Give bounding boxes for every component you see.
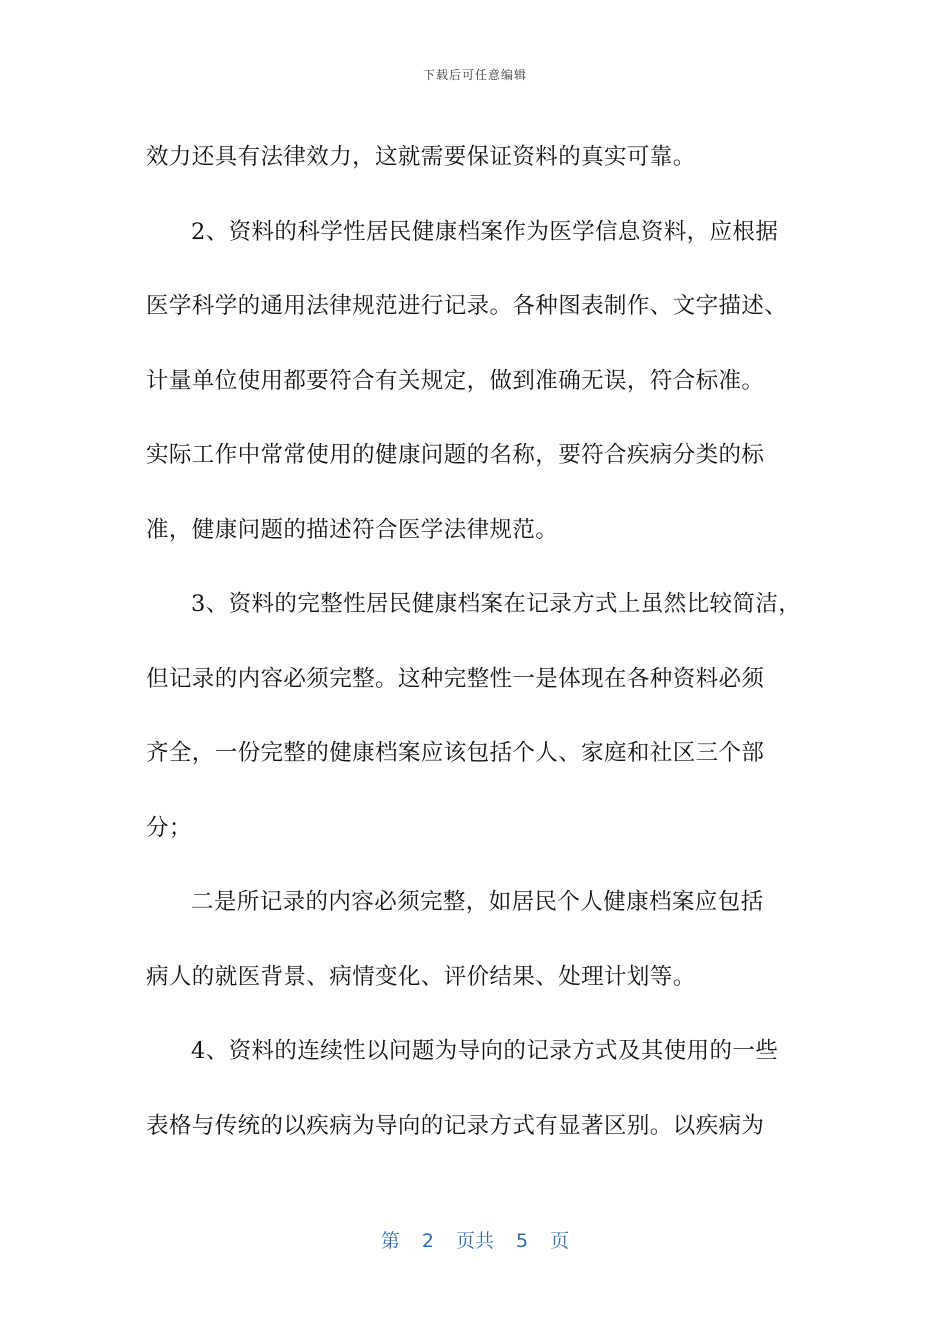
page-header: 下载后可任意编辑 — [422, 68, 527, 82]
text-line: 准，健康问题的描述符合医学法律规范。 — [146, 516, 559, 543]
footer-current-page: 2 — [421, 1230, 434, 1252]
text-line: 效力还具有法律效力，这就需要保证资料的真实可靠。 — [146, 144, 696, 170]
text-line: 二是所记录的内容必须完整，如居民个人健康档案应包括 — [191, 889, 764, 915]
text-line: 分； — [146, 814, 192, 841]
text-line: 病人的就医背景、病情变化、评价结果、处理计划等。 — [146, 963, 696, 990]
text-line: 表格与传统的以疾病为导向的记录方式有显著区别。以疾病为 — [146, 1112, 765, 1139]
footer-middle: 页共 — [455, 1230, 494, 1252]
footer-total-pages: 5 — [516, 1230, 529, 1252]
footer-suffix: 页 — [550, 1230, 570, 1252]
document-body — [146, 120, 816, 1163]
text-line: 实际工作中常常使用的健康问题的名称，要符合疾病分类的标 — [146, 442, 765, 468]
text-line: 但记录的内容必须完整。这种完整性一是体现在各种资料必须 — [146, 665, 765, 692]
text-line: 3、资料的完整性居民健康档案在记录方式上虽然比较简洁， — [191, 591, 802, 617]
text-line: 计量单位使用都要符合有关规定，做到准确无误，符合标准。 — [146, 367, 765, 394]
text-line: 医学科学的通用法律规范进行记录。各种图表制作、文字描述、 — [146, 293, 788, 319]
text-line: 齐全，一份完整的健康档案应该包括个人、家庭和社区三个部 — [146, 740, 765, 766]
text-line: 2、资料的科学性居民健康档案作为医学信息资料，应根据 — [191, 218, 779, 245]
footer-prefix: 第 — [380, 1230, 400, 1252]
page-footer — [0, 1226, 950, 1253]
text-line: 4、资料的连续性以问题为导向的记录方式及其使用的一些 — [191, 1038, 779, 1064]
